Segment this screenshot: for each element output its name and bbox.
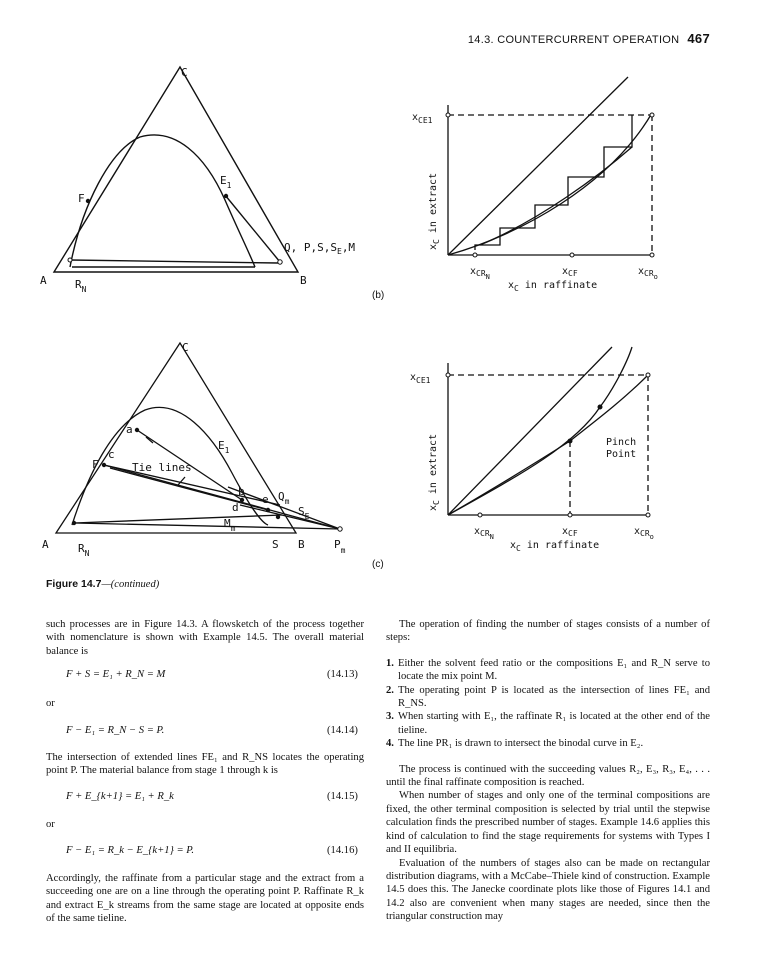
point-a — [135, 428, 139, 432]
x-tick-crn: $x_{CRN}$ — [474, 526, 494, 541]
label-rn: $R_N$ — [78, 542, 90, 558]
label-c: C — [181, 66, 188, 79]
left-paragraph-3: Accordingly, the raffinate from a particular stage and the extract from a succeeding one are on a line through the operating point P. Raffinate R_k and extract E_k streams from the same stage are located at opposite ends of the same tieline. — [46, 873, 364, 925]
caption-rest: —(continued) — [101, 579, 160, 590]
distribution-graph-c — [448, 347, 650, 515]
x-tick-cf: $x_{CF}$ — [562, 526, 578, 538]
tick-crn — [473, 253, 477, 257]
point-se — [276, 515, 280, 519]
operating-line — [480, 147, 632, 245]
running-title: 14.3. COUNTERCURRENT OPERATION — [467, 34, 680, 46]
line-d-pm — [240, 505, 340, 529]
x-tick-cro: $x_{CRo}$ — [638, 266, 658, 281]
ternary-diagram-b — [54, 67, 298, 272]
y-axis-label: $x_C$ in extract — [428, 433, 441, 511]
label-e-point: e — [262, 493, 269, 506]
label-a: A — [42, 538, 49, 551]
x-tick-cf: $x_{CF}$ — [562, 266, 578, 278]
list-item-2: 2. The operating point P is located as the intersection of lines FE₁ and R_NS. — [386, 684, 710, 710]
label-a-point: a — [126, 423, 133, 436]
x-axis-label: $x_C$ in raffinate — [510, 540, 600, 553]
label-f: F — [92, 458, 99, 471]
equation-number-14-14: (14.14) — [327, 725, 358, 736]
diagonal-line — [448, 77, 628, 255]
list-item-4: 4. The line PR₁ is drawn to intersect the binodal curve in E₂. — [386, 738, 644, 750]
equilibrium-curve — [448, 347, 632, 515]
label-e1: $E_1$ — [218, 439, 230, 455]
equation-number-14-15: (14.15) — [327, 791, 358, 802]
line-rn-s — [74, 515, 282, 523]
label-se: $S_E$ — [298, 505, 310, 521]
figure-caption — [46, 578, 159, 590]
point-f — [102, 463, 106, 467]
equation-number-14-13: (14.13) — [327, 669, 358, 680]
label-s: S — [272, 538, 279, 551]
point-pm — [338, 527, 342, 531]
pinch-label-2: Point — [606, 449, 637, 460]
tie-line-rn — [70, 260, 278, 263]
left-column — [46, 618, 364, 658]
line-f-e1 — [104, 465, 280, 505]
list-item-3: 3. When starting with E₁, the raffinate R₁ is located at the other end of the tieline. — [386, 711, 710, 736]
pinch-point-marker — [598, 405, 603, 410]
or-1: or — [46, 698, 55, 709]
label-b: B — [300, 274, 307, 287]
triangle-outline — [56, 343, 296, 533]
end-point — [646, 373, 650, 377]
point-e1 — [224, 194, 228, 198]
right-column — [386, 618, 710, 924]
tick-cro — [650, 253, 654, 257]
label-a: A — [40, 274, 47, 287]
label-c: C — [182, 341, 189, 354]
list-item-1: 1. Either the solvent feed ratio or the compositions E₁ and R_N serve to locate the mix point M. — [386, 657, 710, 683]
equation-14-13: F + S = E₁ + R_N = M — [66, 669, 166, 680]
right-paragraph-4: Evaluation of the numbers of stages also can be made on rectangular distribution diagrams, with a McCabe–Thiele kind of construction. Example 14.5 does this. The Janecke coordinate plots like those of Figures 14.1 and 14.2 also are convenient when many stages are needed, since then the triangular construction may — [386, 857, 710, 923]
pinch-label-1: Pinch — [606, 437, 637, 448]
y-tick-label: $x_{CE1}$ — [410, 372, 431, 385]
panel-label-c: (c) — [372, 559, 384, 570]
label-tie-lines: Tie lines — [132, 461, 192, 474]
y-tick-label: $x_{CE1}$ — [412, 112, 433, 125]
tick-cf — [570, 253, 574, 257]
equation-14-15: F + E_{k+1} = E₁ + R_k — [66, 791, 174, 802]
label-e1: $E_1$ — [220, 174, 232, 190]
caption-bold: Figure 14.7 — [46, 578, 102, 590]
figure-c — [0, 325, 758, 575]
x-tick-crn: $x_{CRN}$ — [470, 266, 490, 281]
equation-14-16: F − E₁ = R_k − E_{k+1} = P. — [66, 845, 195, 856]
label-c-point: c — [108, 448, 115, 461]
point-rn — [68, 258, 72, 262]
tick-cro — [646, 513, 650, 517]
point-f — [86, 199, 90, 203]
x-axis-label: $x_C$ in raffinate — [508, 280, 598, 293]
label-qm: $Q_m$ — [278, 490, 290, 506]
x-tick-cro: $x_{CRo}$ — [634, 526, 654, 541]
label-pm: $P_m$ — [334, 538, 346, 555]
tick-ce1 — [446, 373, 450, 377]
label-q-p-s-se-m: Q, $P,S,S_E,M$ — [284, 241, 356, 256]
feed-point-marker — [568, 439, 573, 444]
triangle-outline — [54, 67, 298, 272]
figure-b — [0, 55, 758, 315]
tick-crn — [478, 513, 482, 517]
label-f: F — [78, 192, 85, 205]
point-rn — [72, 521, 76, 525]
left-paragraph-2: The intersection of extended lines FE₁ and R_NS locates the operating point P. The material balance from stage 1 through k is — [46, 752, 364, 777]
line-rn-pm — [74, 523, 340, 529]
label-rn: $R_N$ — [75, 278, 87, 294]
end-point — [650, 113, 654, 117]
diagonal-line — [448, 347, 612, 515]
tick-ce1 — [446, 113, 450, 117]
point-b — [240, 498, 244, 502]
left-paragraph-1: such processes are in Figure 14.3. A flowsketch of the process together with nomenclature is shown with Example 14.5. The overall material balance is — [46, 619, 364, 657]
point-e — [266, 508, 270, 512]
stage-steps — [475, 115, 632, 250]
right-paragraph-3: When number of stages and only one of the terminal compositions are fixed, the other terminal composition is selected by trial until the stepwise calculation finds the prescribed number of stages. Example 14.6 applies this kind of calculation to find the stage requirements for systems with Types I and II equilibria. — [386, 790, 710, 856]
equation-14-14: F − E₁ = R_N − S = P. — [66, 725, 165, 736]
page-number: 467 — [687, 31, 710, 46]
equation-number-14-16: (14.16) — [327, 845, 358, 856]
label-b: B — [298, 538, 305, 551]
y-axis-label: $x_C$ in extract — [428, 172, 441, 250]
or-2: or — [46, 819, 55, 830]
distribution-graph-b — [448, 77, 652, 255]
tie-line-e1 — [225, 195, 280, 262]
label-mm: $M_m$ — [224, 517, 236, 533]
point-q — [278, 260, 282, 264]
right-paragraph-1: The operation of finding the number of stages consists of a number of steps: — [386, 619, 710, 644]
label-d-point: d — [232, 501, 239, 514]
tick-cf — [568, 513, 572, 517]
right-paragraph-2: The process is continued with the succeeding values R₂, E₃, R₃, E₄, . . . until the final raffinate composition is reached. — [386, 763, 710, 789]
equilibrium-curve — [448, 113, 652, 255]
label-b-point: b — [238, 485, 245, 498]
running-header — [0, 31, 710, 46]
panel-label-b: (b) — [372, 290, 385, 301]
